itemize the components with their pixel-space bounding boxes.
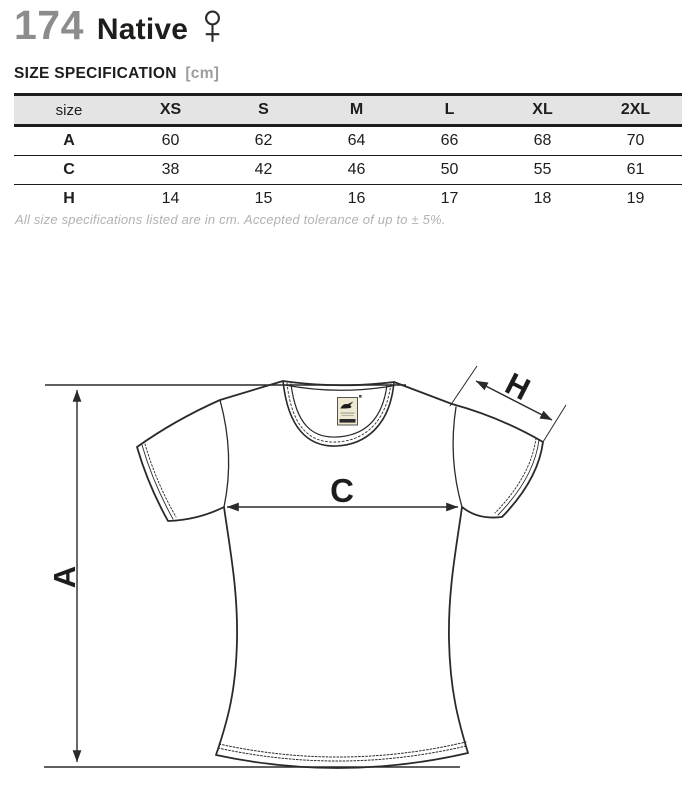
table-cell: 61 <box>626 161 645 178</box>
table-cell: 64 <box>347 132 366 149</box>
column-header-xs: XS <box>159 101 182 118</box>
extension-line-shoulder <box>450 366 477 406</box>
table-cell: 16 <box>347 190 366 208</box>
table-cell: 70 <box>626 132 645 149</box>
measure-label-sleeve: H <box>499 365 536 408</box>
table-cell: 15 <box>254 190 273 208</box>
table-cell: 66 <box>440 132 459 149</box>
column-header-xl: XL <box>532 101 553 118</box>
row-label-c: C <box>63 161 75 178</box>
table-cell: 62 <box>254 132 273 149</box>
size-table-corner: size <box>55 101 83 119</box>
table-cell: 38 <box>161 161 180 178</box>
measure-label-length: A <box>47 565 82 589</box>
tolerance-note: All size specifications listed are in cm. Accepted tolerance of up to ± 5%. <box>15 212 446 227</box>
table-cell: 50 <box>440 161 459 178</box>
table-cell: 68 <box>533 132 552 149</box>
table-cell: 18 <box>533 190 552 208</box>
table-cell: 17 <box>440 190 459 208</box>
product-code: 174 <box>14 2 84 48</box>
table-cell: 55 <box>533 161 552 178</box>
row-label-h: H <box>63 190 75 208</box>
column-header-2xl: 2XL <box>620 101 651 118</box>
column-header-l: L <box>444 101 455 118</box>
section-unit: [cm] <box>185 65 220 82</box>
section-title-text: SIZE SPECIFICATION <box>14 65 177 82</box>
table-cell: 60 <box>161 132 180 149</box>
tshirt-drawing <box>137 381 543 768</box>
table-cell: 14 <box>161 190 180 208</box>
extension-line-sleeve <box>543 405 566 442</box>
measure-label-chest: C <box>330 472 354 509</box>
product-name: Native <box>96 13 189 46</box>
column-header-m: M <box>349 101 364 118</box>
column-header-s: S <box>258 101 269 118</box>
table-cell: 46 <box>347 161 366 178</box>
table-cell: 19 <box>626 190 645 208</box>
registered-mark <box>359 395 362 398</box>
tshirt-outline <box>137 381 543 768</box>
table-cell: 42 <box>254 161 273 178</box>
row-label-a: A <box>63 132 75 149</box>
